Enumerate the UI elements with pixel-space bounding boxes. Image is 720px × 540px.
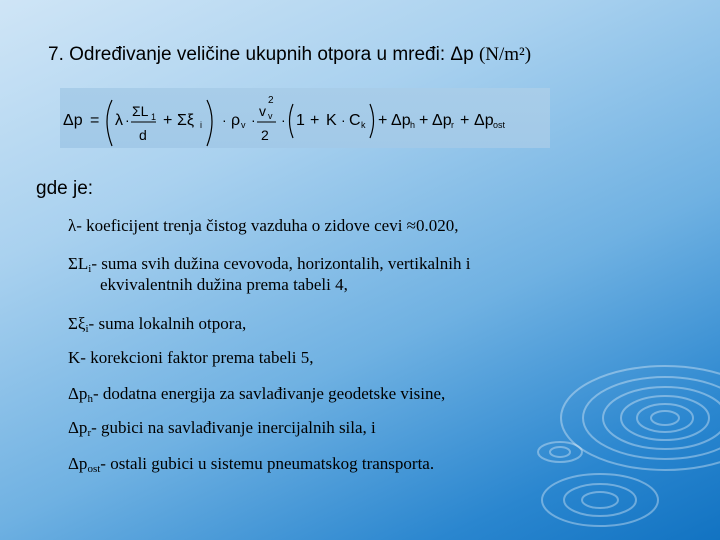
formula-dot-3: · <box>251 112 256 128</box>
formula-plus-2: + <box>310 112 320 129</box>
formula-dot-2: · <box>222 112 227 128</box>
formula-delta-pr: Δp <box>432 112 452 129</box>
formula-sub-k: k <box>361 120 366 130</box>
formula-sub-h: h <box>410 120 416 130</box>
right-paren-big <box>207 100 212 146</box>
formula-plus-3: + <box>378 112 388 129</box>
formula-sub-i: i <box>200 120 202 130</box>
formula-sub-1: 1 <box>151 112 157 122</box>
formula-sup-2: 2 <box>268 95 274 106</box>
formula-equals: = <box>90 112 100 129</box>
definition-text: - koeficijent trenja čistog vazduha o zidove cevi ≈0.020, <box>76 216 459 235</box>
definition-text-continuation: ekvivalentnih dužina prema tabeli 4, <box>100 275 348 294</box>
definition-delta-pr <box>68 418 376 439</box>
formula-d: d <box>139 127 147 143</box>
definition-lambda <box>68 216 459 237</box>
formula-dot-5: · <box>341 112 346 128</box>
definition-symbol: Δp <box>68 418 88 437</box>
definition-sum-length <box>68 254 470 295</box>
formula-graphic <box>60 88 550 148</box>
formula-image <box>60 88 550 148</box>
formula-lambda: λ <box>115 112 123 129</box>
right-paren-2 <box>370 104 374 138</box>
formula-two: 2 <box>261 127 269 143</box>
definition-text: - ostali gubici u sistemu pneumatskog transporta. <box>100 454 435 473</box>
definition-delta-ph <box>68 384 445 405</box>
left-paren-2 <box>290 104 294 138</box>
formula-v: v <box>259 103 266 119</box>
definition-text: - suma svih dužina cevovoda, horizontalih, vertikalnih i <box>91 254 471 273</box>
formula-dot-4: · <box>281 112 286 128</box>
formula-plus-4: + <box>419 112 429 129</box>
left-paren-big <box>107 100 112 146</box>
definition-symbol: ΣL <box>68 254 89 273</box>
definition-symbol: Δp <box>68 384 88 403</box>
slide-title <box>48 44 531 66</box>
formula-sum-xi: Σξ <box>177 112 195 129</box>
definition-symbol: λ <box>68 216 77 235</box>
definition-text: - gubici na savlađivanje inercijalnih sila, i <box>91 418 376 437</box>
formula-dot-1: · <box>125 112 130 128</box>
formula-delta-ph: Δp <box>391 112 411 129</box>
definition-symbol: Δp <box>68 454 88 473</box>
definition-subscript: i <box>85 323 89 335</box>
formula-sub-r: r <box>451 120 454 130</box>
formula-delta-p: Δp <box>63 112 83 129</box>
definition-text: - korekcioni faktor prema tabeli 5, <box>80 348 314 367</box>
definition-k <box>68 348 313 369</box>
title-text: 7. Određivanje veličine ukupnih otpora u mređi: <box>48 44 451 65</box>
definition-subscript: ost <box>87 463 101 475</box>
formula-delta-post: Δp <box>474 112 494 129</box>
title-unit: (N/m²) <box>478 44 532 65</box>
definition-sum-local-resistance <box>68 314 246 335</box>
title-delta-p: Δp <box>450 44 474 65</box>
definition-subscript: h <box>87 393 93 405</box>
definition-text: - suma lokalnih otpora, <box>88 314 247 333</box>
definition-symbol: Σξ <box>68 314 86 333</box>
intro-text: gde je: <box>36 178 94 199</box>
formula-c: C <box>349 112 361 129</box>
formula-sum-l: ΣL <box>132 103 149 119</box>
formula-plus-1: + <box>163 112 173 129</box>
definition-symbol: K <box>68 348 81 367</box>
formula-sub-v-rho: v <box>241 120 246 130</box>
formula-plus-5: + <box>460 112 470 129</box>
formula-one: 1 <box>296 112 305 129</box>
definition-text: - dodatna energija za savlađivanje geodetske visine, <box>92 384 446 403</box>
definition-subscript: r <box>87 427 92 439</box>
definition-subscript: i <box>88 263 92 275</box>
formula-rho: ρ <box>231 112 241 129</box>
formula-k: K <box>326 112 337 129</box>
formula-sub-v: v <box>268 111 273 121</box>
formula-sub-ost: ost <box>493 120 506 130</box>
definition-delta-post <box>68 454 434 475</box>
